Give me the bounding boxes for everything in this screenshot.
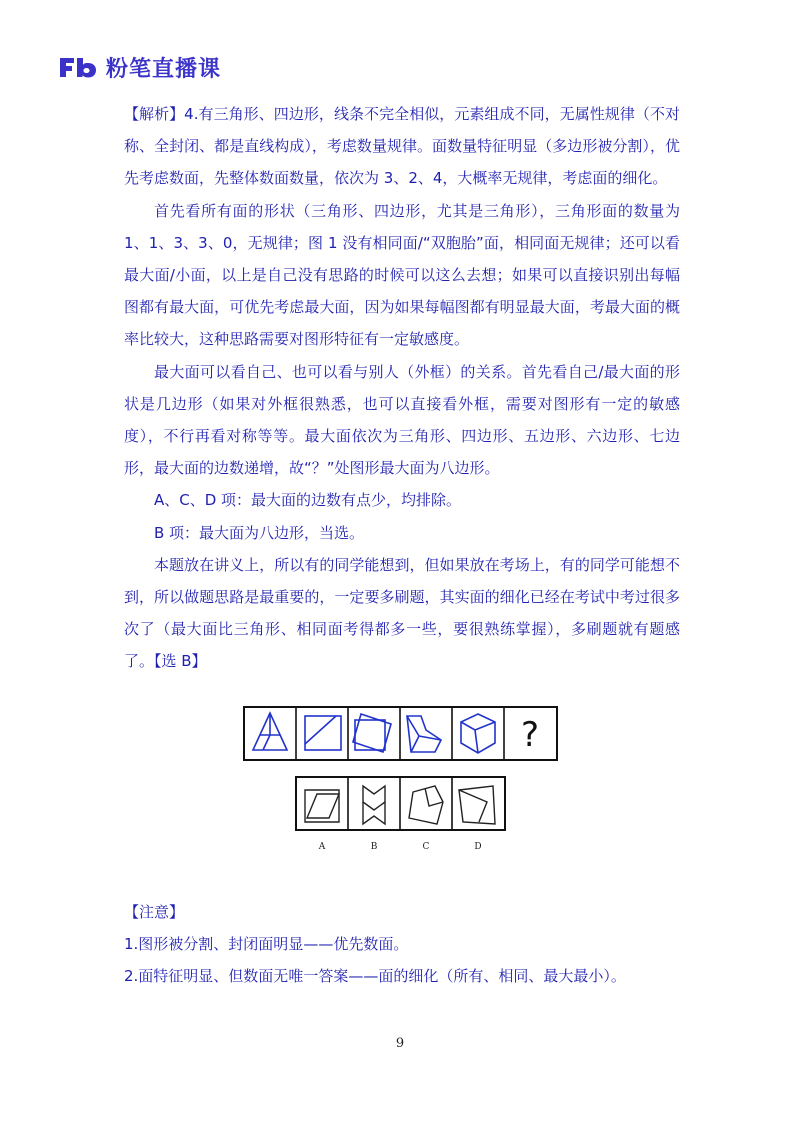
option-label-b: B xyxy=(370,842,378,852)
option-label-c: C xyxy=(422,842,430,852)
analysis-paragraph-6: 本题放在讲义上，所以有的同学能想到，但如果放在考场上，有的同学可能想不到，所以做题思路是最重要的，一定要多刷题，其实面的细化已经在考试中考过很多次了（最大面比三角形、相同面考得都多一些，要很熟练掌握），多刷题就有题感了。【选 B】 xyxy=(124,555,680,671)
analysis-section xyxy=(124,98,680,678)
option-d-shape[interactable] xyxy=(459,786,495,824)
brand-logo xyxy=(58,52,221,82)
analysis-paragraph-4: A、C、D 项：最大面的边数有点少，均排除。 xyxy=(154,491,462,510)
question-cell-3 xyxy=(353,714,391,752)
analysis-paragraph-5: B 项：最大面为八边形，当选。 xyxy=(154,523,365,542)
page-number: 9 xyxy=(395,1036,405,1051)
puzzle-figure xyxy=(243,706,558,856)
brand-name: 粉笔直播课 xyxy=(106,56,222,82)
analysis-paragraph-3: 最大面可以看自己、也可以看与别人（外框）的关系。首先看自己/最大面的形状是几边形（如果对外框很熟悉，也可以直接看外框，需要对图形有一定的敏感度），不行再看对称等等。最大面依次为三角形、四边形、五边形、六边形、七边形，最大面的边数递增，故“？”处图形最大面为八边形。 xyxy=(124,362,680,478)
notes-item-2: 2.面特征明显、但数面无唯一答案——面的细化（所有、相同、最大最小）。 xyxy=(124,967,626,985)
question-cell-2 xyxy=(305,716,341,750)
option-c-shape[interactable] xyxy=(409,786,443,824)
notes-item-1: 1.图形被分割、封闭面明显——优先数面。 xyxy=(124,935,409,953)
analysis-paragraph-1: 【解析】4.有三角形、四边形，线条不完全相似，元素组成不同，无属性规律（不对称、全封闭、都是直线构成），考虑数量规律。面数量特征明显（多边形被分割），优先考虑数面，先整体数面数量，依次为 3、2、4，大概率无规律，考虑面的细化。 xyxy=(124,105,680,188)
analysis-paragraph-2: 首先看所有面的形状（三角形、四边形，尤其是三角形），三角形面的数量为 1、1、3、3、0，无规律；图 1 没有相同面/“双胞胎”面，相同面无规律；还可以看最大面/小面，以上是自己没有思路的时候可以这么去想；如果可以直接识别出每幅图都有最大面，可优先考虑最大面，因为如果每幅图都有明显最大面，考最大面的概率比较大，这种思路需要对图形特征有一定敏感度。 xyxy=(124,201,680,349)
notes-heading: 【注意】 xyxy=(124,903,185,921)
question-cell-4 xyxy=(407,716,441,752)
question-mark: ? xyxy=(520,715,540,755)
puzzle-figure-svg xyxy=(243,706,558,856)
option-label-a: A xyxy=(318,842,326,852)
fb-logo-icon xyxy=(58,55,98,79)
question-row xyxy=(244,707,557,760)
option-b-shape[interactable] xyxy=(363,786,385,824)
question-cell-5 xyxy=(461,714,495,753)
notes-section xyxy=(124,896,680,992)
option-a-shape[interactable] xyxy=(305,790,339,822)
option-label-d: D xyxy=(474,842,482,852)
question-cell-1 xyxy=(253,713,287,750)
